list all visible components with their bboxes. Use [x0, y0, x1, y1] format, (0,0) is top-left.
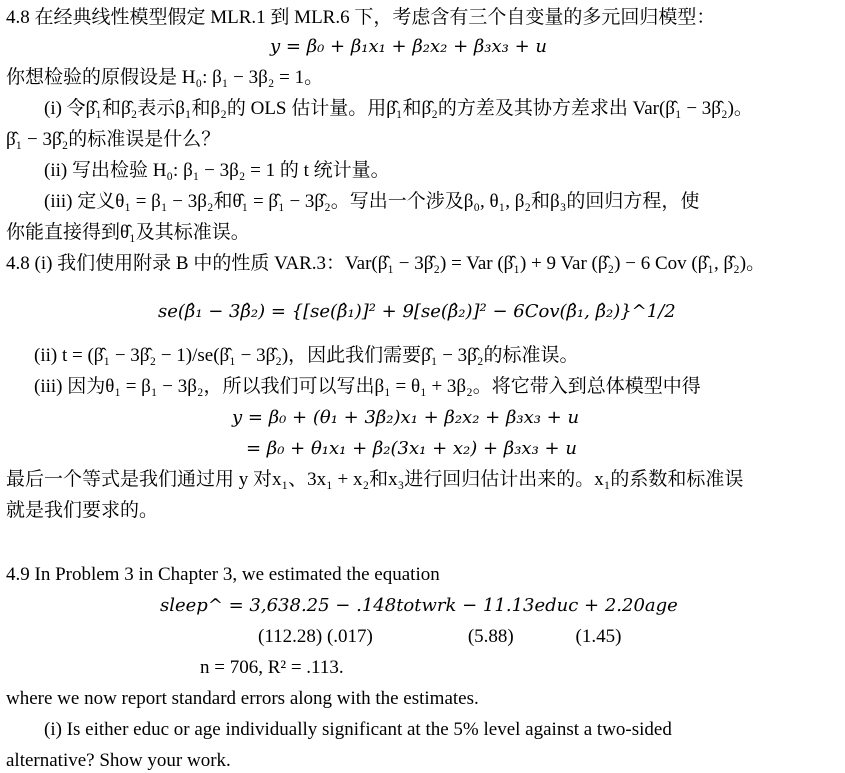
- part-i-question: (i) 令β̂₁和β̂₂表示β₁和β₂的 OLS 估计量。用β̂₁和β̂₂的方差及其协方差求出 Var(β̂₁ − 3β̂₂)。: [44, 98, 753, 119]
- problem-4-9-note: where we now report standard errors along with the estimates.: [6, 688, 479, 709]
- sleep-equation: sleep^ = 3,638.25 − .148totwrk − 11.13educ + 2.20age: [160, 595, 678, 616]
- answer-4-8-i: 4.8 (i) 我们使用附录 B 中的性质 VAR.3：Var(β̂₁ − 3β̂₂) = Var (β̂₁) + 9 Var (β̂₂) − 6 Cov (β̂₁, β̂₂)。: [6, 253, 766, 274]
- answer-4-8-iii-explanation: 最后一个等式是我们通过用 y 对x₁、3x₁ + x₂和x₃进行回归估计出来的。x₁的系数和标准误: [6, 469, 744, 490]
- answer-4-8-iii: (iii) 因为θ₁ = β₁ − 3β₂，所以我们可以写出β₁ = θ₁ + 3β₂。将它带入到总体模型中得: [34, 376, 701, 397]
- part-iii-question-cont: 你能直接得到θ̂₁及其标准误。: [6, 222, 250, 243]
- sample-stats: n = 706, R² = .113.: [200, 657, 344, 678]
- part-iii-question: (iii) 定义θ₁ = β₁ − 3β₂和θ̂₁ = β̂₁ − 3β̂₂。写出一个涉及β₀, θ₁, β₂和β₃的回归方程，使: [44, 191, 700, 212]
- se-formula: se(β̂₁ − 3β̂₂) = {[se(β̂₁)]² + 9[se(β̂₂)]² − 6Cov(β̂₁, β̂₂)}^1/2: [158, 301, 676, 322]
- model-equation: y = β₀ + β₁x₁ + β₂x₂ + β₃x₃ + u: [270, 36, 547, 57]
- answer-4-8-iii-conclusion: 就是我们要求的。: [6, 500, 159, 521]
- part-i-question-cont: β̂₁ − 3β̂₂的标准误是什么？: [6, 129, 221, 150]
- problem-4-9-part-i: (i) Is either educ or age individually significant at the 5% level against a two-sided: [44, 719, 672, 740]
- substituted-equation-1: y = β₀ + (θ₁ + 3β₂)x₁ + β₂x₂ + β₃x₃ + u: [232, 407, 580, 428]
- problem-4-8-intro: 4.8 在经典线性模型假定 MLR.1 到 MLR.6 下，考虑含有三个自变量的多元回归模型：: [6, 7, 716, 28]
- standard-errors-row: (112.28) (.017) (5.88) (1.45): [258, 626, 622, 647]
- problem-4-9-part-i-cont: alternative? Show your work.: [6, 750, 231, 771]
- substituted-equation-2: = β₀ + θ₁x₁ + β₂(3x₁ + x₂) + β₃x₃ + u: [246, 438, 577, 459]
- null-hypothesis: 你想检验的原假设是 H₀: β₁ − 3β₂ = 1。: [6, 67, 324, 88]
- answer-4-8-ii: (ii) t = (β̂₁ − 3β̂₂ − 1)/se(β̂₁ − 3β̂₂)，因此我们需要β̂₁ − 3β̂₂的标准误。: [34, 345, 579, 366]
- part-ii-question: (ii) 写出检验 H₀: β₁ − 3β₂ = 1 的 t 统计量。: [44, 160, 390, 181]
- problem-4-9-intro: 4.9 In Problem 3 in Chapter 3, we estimated the equation: [6, 564, 440, 585]
